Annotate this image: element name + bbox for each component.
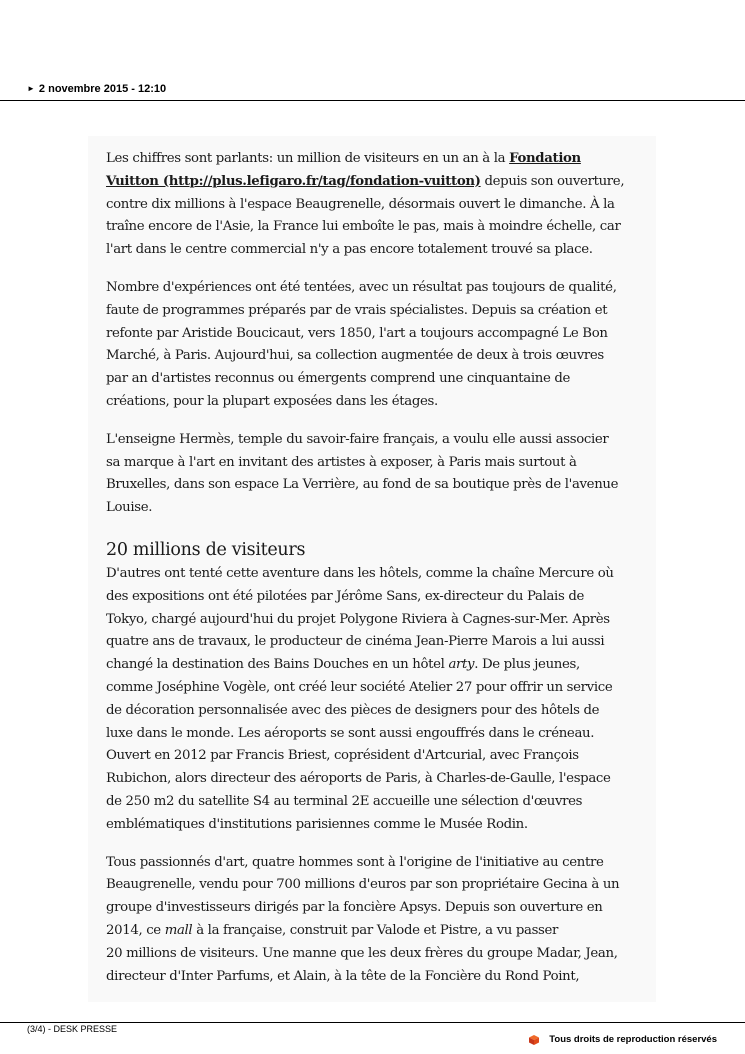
text-span: 2014, ce: [106, 922, 165, 938]
paragraph-4-line: [106, 654, 642, 677]
triangle-right-icon: ►: [27, 84, 35, 93]
paragraph-4: [106, 563, 642, 837]
emphasis-text: mall: [164, 922, 193, 938]
paragraph-2-line: par an d'artistes reconnus ou émergents comprend une cinquantaine de: [106, 371, 571, 387]
paragraph-1-line-5: l'art dans le centre commercial n'y a pas encore totalement trouvé sa place.: [106, 242, 593, 258]
paragraph-4-line: Rubichon, alors directeur des aéroports de Paris, à Charles-de-Gaulle, l'espace: [106, 771, 611, 787]
paragraph-5-line: Beaugrenelle, vendu pour 700 millions d'euros par son propriétaire Gecina à un: [106, 877, 620, 893]
paragraph-5-line: 20 millions de visiteurs. Une manne que les deux frères du groupe Madar, Jean,: [106, 945, 618, 961]
paragraph-2-line: faute de programmes préparés par de vrais spécialistes. Depuis sa création et: [106, 302, 608, 318]
paragraph-2-line: Nombre d'expériences ont été tentées, avec un résultat pas toujours de qualité,: [106, 279, 617, 295]
text-span: depuis son ouverture,: [480, 173, 625, 189]
article-text: [106, 148, 642, 988]
paragraph-2-line: Marché, à Paris. Aujourd'hui, sa collection augmentée de deux à trois œuvres: [106, 348, 604, 364]
footer-divider: [0, 1022, 745, 1023]
paragraph-4-line: D'autres ont tenté cette aventure dans les hôtels, comme la chaîne Mercure où: [106, 565, 614, 581]
publication-date-text: 2 novembre 2015 - 12:10: [38, 83, 167, 95]
paragraph-1: [106, 148, 642, 262]
paragraph-3-line: sa marque à l'art en invitant des artistes à exposer, à Paris mais surtout à: [106, 454, 577, 470]
paragraph-5-line: Tous passionnés d'art, quatre hommes sont à l'origine de l'initiative au centre: [106, 854, 604, 870]
paragraph-1-line-1: [106, 148, 642, 171]
copyright-text: Tous droits de reproduction réservés: [549, 1034, 717, 1045]
footer-page-source: (3/4) - DESK PRESSE: [27, 1024, 118, 1034]
paragraph-3-line: Louise.: [106, 500, 153, 516]
paragraph-2-line: créations, pour la plupart exposées dans les étages.: [106, 393, 438, 409]
paragraph-4-line: des expositions ont été pilotées par Jérôme Sans, ex-directeur du Palais de: [106, 588, 584, 604]
paragraph-3: [106, 429, 642, 520]
paragraph-3-line: Bruxelles, dans son espace La Verrière, au fond de sa boutique près de l'avenue: [106, 477, 619, 493]
paragraph-4-line: luxe dans le monde. Les aéroports se sont aussi engouffrés dans le créneau.: [106, 725, 595, 741]
publication-date: [27, 83, 166, 95]
fondation-vuitton-url-link[interactable]: Vuitton (http://plus.lefigaro.fr/tag/fondation-vuitton): [106, 173, 481, 189]
article-body: [88, 136, 656, 1002]
section-heading: 20 millions de visiteurs: [106, 539, 306, 560]
emphasis-text: arty: [448, 657, 475, 673]
cube-logo-icon: [529, 1035, 539, 1045]
document-header: [0, 80, 745, 101]
text-span: changé la destination des Bains Douches en un hôtel: [106, 657, 449, 673]
paragraph-4-line: emblématiques d'institutions parisiennes comme le Musée Rodin.: [106, 816, 528, 832]
paragraph-4-line: comme Joséphine Vogèle, ont créé leur société Atelier 27 pour offrir un service: [106, 679, 613, 695]
text-span: . De plus jeunes,: [474, 657, 580, 673]
footer-copyright: [529, 1034, 717, 1045]
text-span: Les chiffres sont parlants: un million de visiteurs en un an à la: [106, 151, 510, 166]
paragraph-4-line: Tokyo, chargé aujourd'hui du projet Polygone Riviera à Cagnes-sur-Mer. Après: [106, 611, 610, 627]
text-span: à la française, construit par Valode et Pistre, a vu passer: [192, 922, 559, 938]
paragraph-5-line: [106, 920, 642, 943]
paragraph-5-line: directeur d'Inter Parfums, et Alain, à la tête de la Foncière du Rond Point,: [106, 968, 580, 984]
paragraph-2-line: refonte par Aristide Boucicaut, vers 1850, l'art a toujours accompagné Le Bon: [106, 325, 608, 341]
paragraph-4-line: quatre ans de travaux, le producteur de cinéma Jean-Pierre Marois a lui aussi: [106, 634, 605, 650]
paragraph-3-line: L'enseigne Hermès, temple du savoir-faire français, a voulu elle aussi associer: [106, 431, 609, 447]
paragraph-5-line: groupe d'investisseurs dirigés par la foncière Apsys. Depuis son ouverture en: [106, 900, 603, 916]
paragraph-1-line-3: contre dix millions à l'espace Beaugrenelle, désormais ouvert le dimanche. À la: [106, 196, 615, 212]
paragraph-4-line: de 250 m2 du satellite S4 au terminal 2E accueille une sélection d'œuvres: [106, 793, 583, 809]
paragraph-2: [106, 277, 642, 414]
fondation-link[interactable]: Fondation: [509, 151, 581, 166]
paragraph-1-line-4: traîne encore de l'Asie, la France lui emboîte le pas, mais à moindre échelle, car: [106, 219, 621, 235]
paragraph-4-line: Ouvert en 2012 par Francis Briest, coprésident d'Artcurial, avec François: [106, 748, 579, 764]
paragraph-5: [106, 852, 642, 989]
paragraph-1-line-2: [106, 171, 642, 194]
paragraph-4-line: de décoration personnalisée avec des pièces de designers pour des hôtels de: [106, 702, 600, 718]
